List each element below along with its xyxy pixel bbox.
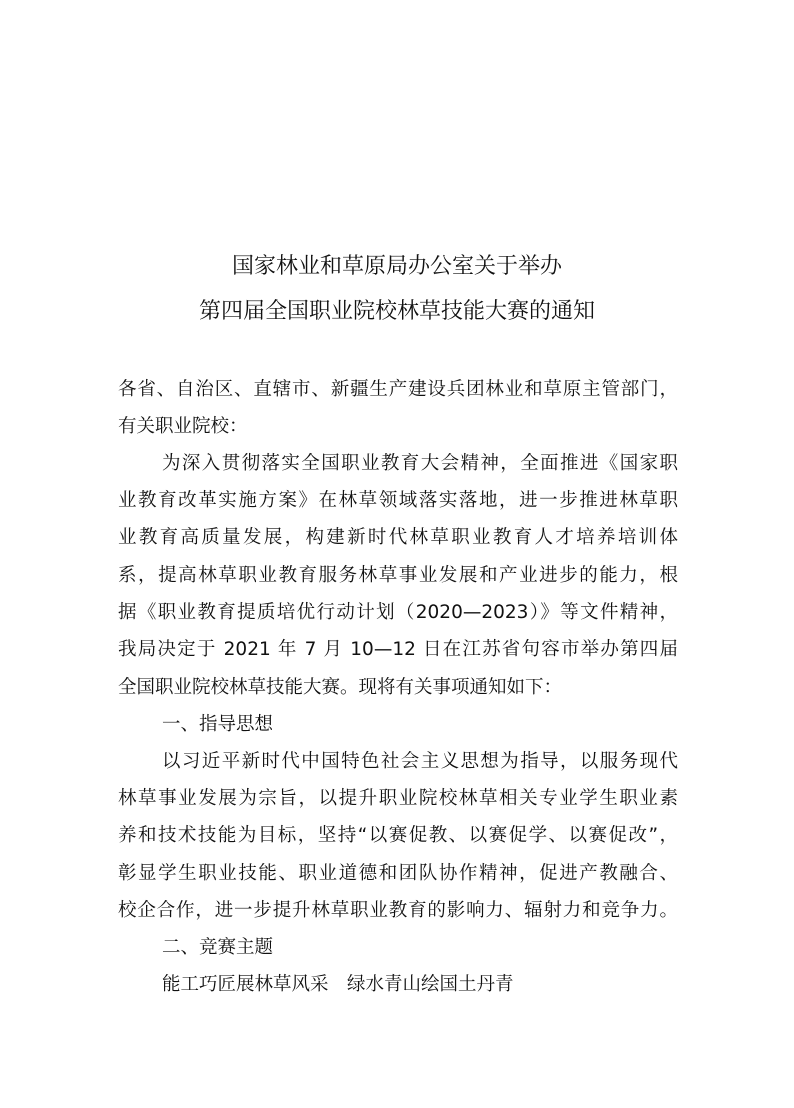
section-1-line-5: 校企合作，进一步提升林草职业教育的影响力、辐射力和竞争力。 xyxy=(118,900,678,921)
section-1-line-1: 以习近平新时代中国特色社会主义思想为指导，以服务现代 xyxy=(162,751,678,772)
intro-paragraph-line-4: 系，提高林草职业教育服务林草事业发展和产业进步的能力，根 xyxy=(118,565,678,586)
section-2-heading: 二、竞赛主题 xyxy=(162,937,274,958)
intro-paragraph-line-3: 业教育高质量发展，构建新时代林草职业教育人才培养培训体 xyxy=(118,527,678,548)
intro-paragraph-line-6: 我局决定于 2021 年 7 月 10—12 日在江苏省句容市举办第四届 xyxy=(118,639,678,660)
recipients-line-2: 有关职业院校： xyxy=(118,416,248,437)
section-1-line-4: 彰显学生职业技能、职业道德和团队协作精神，促进产教融合、 xyxy=(118,863,678,884)
section-1-heading: 一、指导思想 xyxy=(162,714,274,735)
document-title-line-2: 第四届全国职业院校林草技能大赛的通知 xyxy=(198,299,595,324)
recipients-line-1: 各省、自治区、直辖市、新疆生产建设兵团林业和草原主管部门， xyxy=(118,379,678,400)
section-1-line-3: 养和技术技能为目标，坚持“以赛促教、以赛促学、以赛促改”， xyxy=(118,825,678,846)
section-1-line-2: 林草事业发展为宗旨，以提升职业院校林草相关专业学生职业素 xyxy=(118,788,678,809)
intro-paragraph-line-1: 为深入贯彻落实全国职业教育大会精神，全面推进《国家职 xyxy=(162,453,678,474)
intro-paragraph-line-5: 据《职业教育提质培优行动计划（2020—2023）》等文件精神， xyxy=(118,602,678,623)
intro-paragraph-line-7: 全国职业院校林草技能大赛。现将有关事项通知如下： xyxy=(118,677,563,698)
intro-paragraph-line-2: 业教育改革实施方案》在林草领域落实落地，进一步推进林草职 xyxy=(118,490,678,511)
section-2-theme: 能工巧匠展林草风采 绿水青山绘国土丹青 xyxy=(162,974,514,995)
document-title-line-1: 国家林业和草原局办公室关于举办 xyxy=(231,254,562,279)
